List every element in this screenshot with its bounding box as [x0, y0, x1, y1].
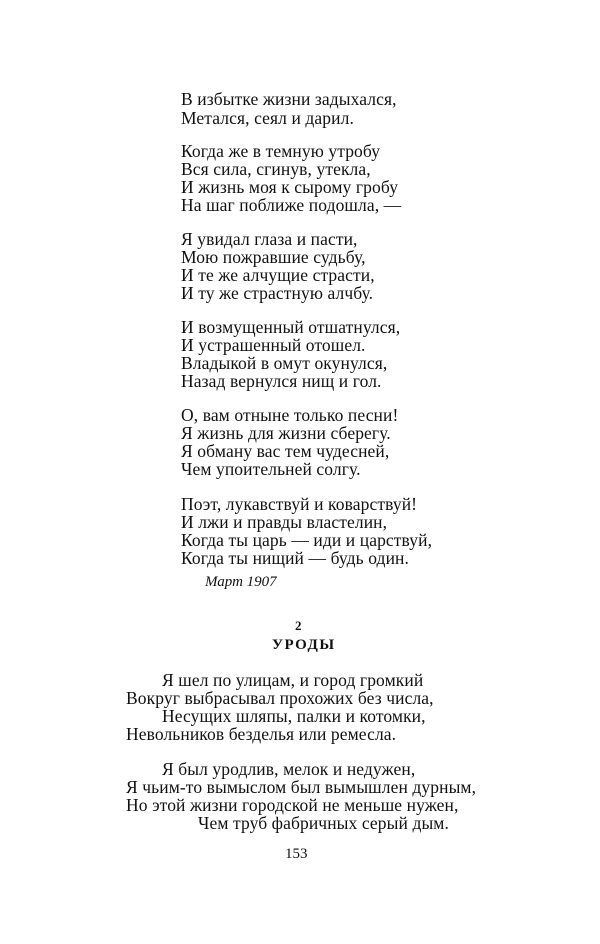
- poem-line: Вся сила, сгинув, утекла,: [181, 159, 371, 179]
- poem-line: И возмущенный отшатнулся,: [181, 317, 401, 337]
- poem-line: Когда же в темную утробу: [181, 141, 381, 161]
- poem-line: Я жизнь для жизни сберегу.: [181, 423, 391, 443]
- poem-line: Невольников безделья или ремесла.: [126, 724, 397, 744]
- poem-line: Я обману вас тем чудесней,: [181, 441, 390, 461]
- poem-line: В избытке жизни задыхался,: [181, 89, 397, 109]
- poem-line: Мою пожравшие судьбу,: [181, 247, 366, 267]
- poem-line: И лжи и правды властелин,: [181, 512, 388, 532]
- poem-line: Но этой жизни городской не меньше нужен,: [126, 795, 459, 815]
- poem-line: Когда ты нищий — будь один.: [181, 548, 409, 568]
- poem-line: Метался, сеял и дарил.: [181, 108, 354, 128]
- poem-date: Март 1907: [205, 574, 277, 590]
- poem-line: Когда ты царь — иди и царствуй,: [181, 530, 433, 550]
- poem-line: На шаг поближе подошла, —: [181, 195, 402, 215]
- poem-line: Я шел по улицам, и город громкий: [162, 670, 424, 690]
- poem-line: И ту же страстную алчбу.: [181, 283, 374, 303]
- poem-line: Назад вернулся нищ и гол.: [181, 371, 382, 391]
- poem-line: Чем упоительней солгу.: [181, 459, 361, 479]
- poem-line: Я был уродлив, мелок и недужен,: [162, 759, 416, 779]
- poem-line: Вокруг выбрасывал прохожих без числа,: [126, 688, 434, 708]
- poem-line: И те же алчущие страсти,: [181, 265, 375, 285]
- poem-line: Чем труб фабричных серый дым.: [198, 813, 449, 833]
- poem-line: Я увидал глаза и пасти,: [181, 229, 358, 249]
- poem-line: Несущих шляпы, палки и котомки,: [162, 706, 426, 726]
- poem-title: УРОДЫ: [272, 637, 336, 653]
- poem-line: Владыкой в омут окунулся,: [181, 353, 388, 373]
- page-number: 153: [285, 846, 308, 862]
- poem-line: О, вам отныне только песни!: [181, 405, 399, 425]
- poem-line: И жизнь моя к сырому гробу: [181, 177, 399, 197]
- poem-line: И устрашенный отошел.: [181, 335, 366, 355]
- poem-line: Я чьим-то вымыслом был вымышлен дурным,: [126, 777, 477, 797]
- poem-line: Поэт, лукавствуй и коварствуй!: [181, 494, 418, 514]
- poem-number: 2: [295, 618, 302, 633]
